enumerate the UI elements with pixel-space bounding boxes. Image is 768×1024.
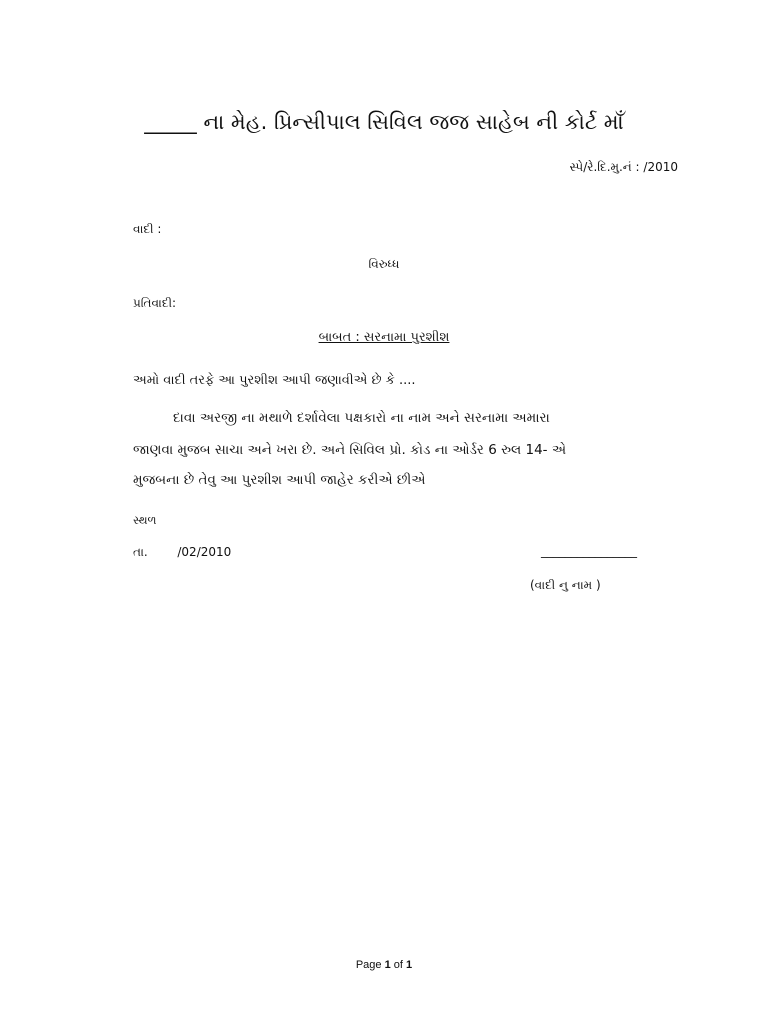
footer-page-total: 1 (406, 959, 413, 971)
signature-line: ________________ (541, 544, 637, 558)
footer-of-word: of (393, 959, 403, 971)
paragraph-line-1: દાવા અરજી ના મથાળે દર્શાવેલા પક્ષકારો ના નામ અને સરનામા અમારા (173, 410, 550, 426)
page-footer (0, 959, 768, 971)
case-reference: સ્પે/રે.દિ.મુ.નં : /2010 (569, 160, 678, 174)
intro-line: અમો વાદી તરફે આ પુરશીશ આપી જણાવીએ છે કે .... (133, 373, 416, 388)
paragraph-line-2: જાણવા મુજબ સાચા અને ખરા છે. અને સિવિલ પ્રો. કોડ ના ઓર્ડર 6 રુલ 14- એ (133, 442, 567, 458)
signature-name: (વાદી નુ નામ ) (530, 578, 601, 592)
paragraph-line-3: મુજબના છે તેવુ આ પુરશીશ આપી જાહેર કરીએ છીએ (133, 472, 426, 488)
page-title: _____ ના મેહ. પ્રિન્સીપાલ સિવિલ જજ સાહેબ ની કોર્ટ માઁ (144, 110, 624, 134)
subject-line (0, 330, 768, 345)
footer-page-number: 1 (384, 959, 391, 971)
footer-page-word: Page (355, 959, 382, 971)
plaintiff-label: વાદી : (133, 222, 162, 236)
defendant-label: પ્રતિવાદી: (133, 296, 177, 310)
place-label: સ્થળ (133, 513, 157, 527)
date-value: /02/2010 (177, 545, 232, 559)
subject-text: બાબત : સરનામા પુરશીશ (318, 330, 450, 345)
versus-label: વિરુધ્ધ (368, 257, 400, 271)
date-row (133, 545, 231, 560)
date-label: તા. (133, 545, 148, 559)
